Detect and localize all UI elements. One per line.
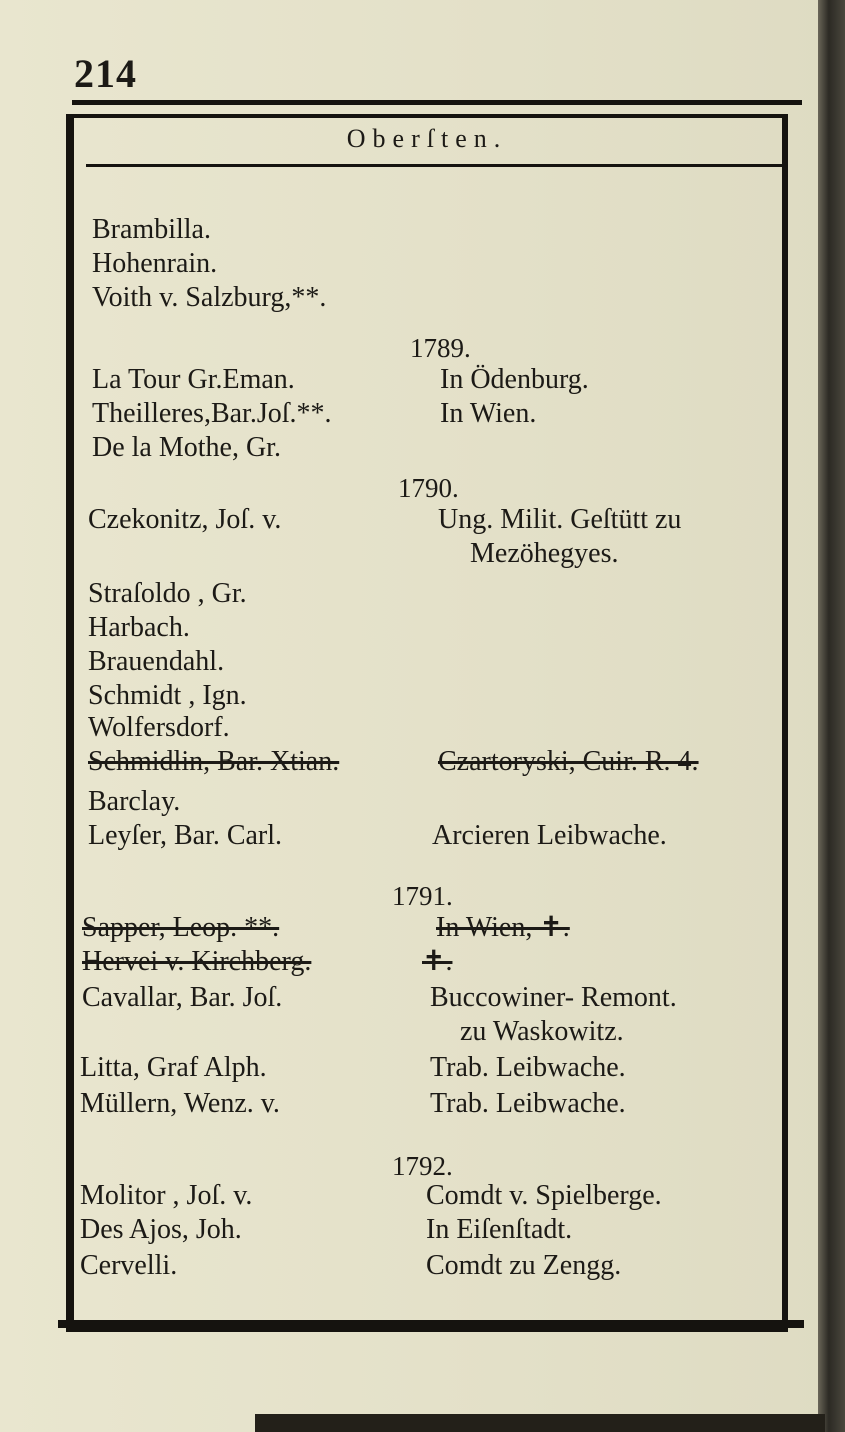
entry-name: De la Mothe, Gr. [92,432,281,463]
bottom-shadow [255,1414,825,1432]
section-heading: Oberſten. [346,124,508,153]
entry-name: Molitor , Joſ. v. [80,1180,253,1211]
top-rule [72,100,802,105]
entry-note: Comdt v. Spielberge. [426,1180,662,1211]
entry-name: Brambilla. [92,214,211,245]
entry-name: Litta, Graf Alph. [80,1052,267,1083]
entry-note: Buccowiner- Remont. [430,982,677,1013]
entry-note: In Eiſenſtadt. [426,1214,573,1245]
entry-name: Voith v. Salzburg,**. [92,282,327,313]
year-heading: 1791. [392,881,453,911]
struck-entry-name: Schmidlin, Bar. Xtian. [88,746,340,777]
year-heading: 1790. [398,473,459,503]
entry-note: Ung. Milit. Geſtütt zu [438,504,682,535]
entry-name: Müllern, Wenz. v. [80,1088,280,1119]
entry-note: Arcieren Leibwache. [432,820,667,851]
entry-note: Trab. Leibwache. [430,1088,626,1119]
entry-note: Trab. Leibwache. [430,1052,626,1083]
entry-name: Straſoldo , Gr. [88,578,247,609]
entry-name: Schmidt , Ign. [88,680,247,711]
struck-entry-name: Sapper, Leop. **. [82,912,280,943]
entry-name: Harbach. [88,612,190,643]
entry-name: La Tour Gr.Eman. [92,364,295,395]
entry-note: Mezöhegyes. [470,538,619,569]
entry-name: Des Ajos, Joh. [80,1214,242,1245]
year-heading: 1792. [392,1151,453,1181]
heading-rule [86,164,782,167]
bottom-rule [58,1320,804,1328]
entry-name: Wolfersdorf. [88,712,230,743]
entry-name: Brauendahl. [88,646,225,677]
entry-note: Comdt zu Zengg. [426,1250,622,1281]
struck-entry-name: Hervei v. Kirchberg. [82,946,312,977]
entry-name: Hohenrain. [92,248,218,279]
entry-name: Cervelli. [80,1250,178,1281]
entry-note: In Wien. [440,398,537,429]
entry-note: In Ödenburg. [440,364,589,395]
entry-name: Cavallar, Bar. Joſ. [82,982,283,1013]
entry-name: Theilleres,Bar.Joſ.**. [92,398,332,429]
adjacent-page-edge [818,0,845,1432]
entry-note: zu Waskowitz. [460,1016,624,1047]
page-number: 214 [74,51,137,96]
entry-name: Leyſer, Bar. Carl. [88,820,283,851]
struck-entry-note: ✝. [422,946,453,977]
year-heading: 1789. [410,333,471,363]
entry-name: Barclay. [88,786,181,817]
struck-entry-note: In Wien, ✝. [436,912,570,943]
struck-entry-note: Czartoryski, Cuir. R. 4. [438,746,699,777]
entry-name: Czekonitz, Joſ. v. [88,504,282,535]
